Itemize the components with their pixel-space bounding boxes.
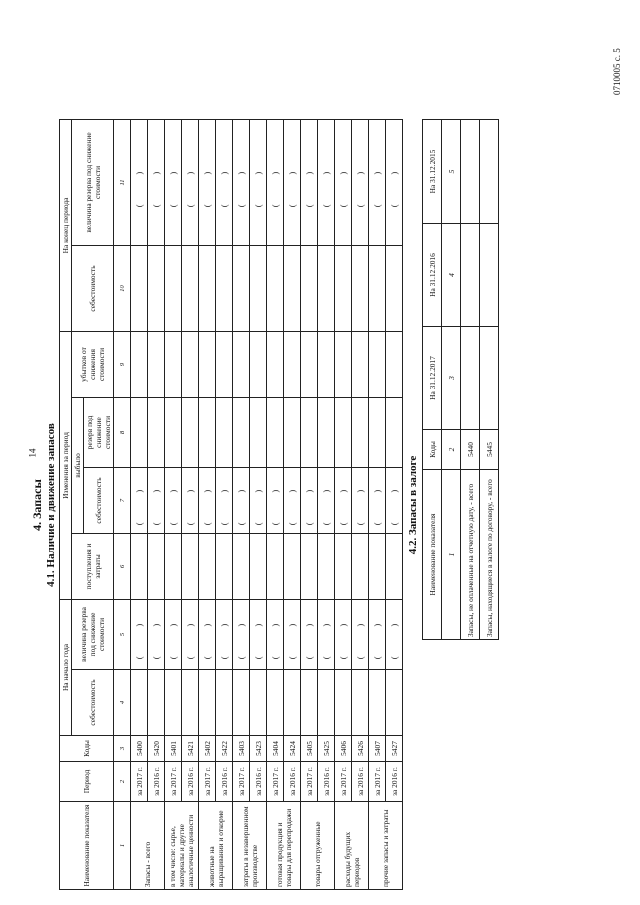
paren-cell: ( ) <box>216 467 233 533</box>
paren-cell: ( ) <box>386 599 403 669</box>
col-cost: себестоимость <box>72 670 114 736</box>
row-period: за 2017 г. <box>165 762 182 802</box>
index-row: 1 2 3 4 5 6 7 8 9 10 11 <box>114 119 131 889</box>
row-indicator: Запасы - всего <box>131 802 165 890</box>
paren-cell: ( ) <box>335 119 352 245</box>
paren-cell: ( ) <box>233 467 250 533</box>
row-code: 5420 <box>148 736 165 762</box>
row-code: 5403 <box>233 736 250 762</box>
row-indicator: Запасы, находящиеся в залоге по договору, - всего <box>480 470 499 640</box>
pledged-inventory-table <box>422 119 499 640</box>
col-end-reserve: величина резерва под снижение стоимости <box>72 119 114 245</box>
row-period: за 2016 г. <box>284 762 301 802</box>
paren-cell: ( ) <box>165 599 182 669</box>
inventory-rows <box>131 119 403 889</box>
row-indicator: в том числе: сырье, материалы и другие аналогичные ценности <box>165 802 199 890</box>
paren-cell: ( ) <box>335 599 352 669</box>
row-code: 5400 <box>131 736 148 762</box>
t2-col-indicator: Наименование показателя <box>423 470 442 640</box>
row-period: за 2017 г. <box>301 762 318 802</box>
row-code: 5402 <box>199 736 216 762</box>
row-code: 5404 <box>267 736 284 762</box>
table-row <box>131 119 148 889</box>
section-title: 4. Запасы <box>30 479 44 531</box>
paren-cell: ( ) <box>199 599 216 669</box>
row-period: за 2016 г. <box>352 762 369 802</box>
col-end-cost: себестоимость <box>72 245 114 331</box>
table-row <box>267 119 284 889</box>
row-indicator: расходы будущих периодов <box>335 802 369 890</box>
paren-cell: ( ) <box>318 599 335 669</box>
row-code: 5422 <box>216 736 233 762</box>
paren-cell: ( ) <box>352 467 369 533</box>
paren-cell: ( ) <box>284 467 301 533</box>
col-disposed-reserve: резерв под снижение стоимости <box>84 397 114 467</box>
row-code: 5445 <box>480 430 499 470</box>
page-number: 14 <box>27 448 38 458</box>
row-period: за 2016 г. <box>250 762 267 802</box>
row-period: за 2016 г. <box>216 762 233 802</box>
table-row <box>165 119 182 889</box>
group-disposed: выбыло <box>72 397 84 533</box>
row-code: 5407 <box>369 736 386 762</box>
row-indicator: животные на выращивании и откорме <box>199 802 233 890</box>
paren-cell: ( ) <box>233 119 250 245</box>
col-disposed-cost: себестоимость <box>84 467 114 533</box>
col-losses: убытков от снижения стоимости <box>72 331 114 397</box>
row-indicator: затраты в незавершенном производстве <box>233 802 267 890</box>
table-row <box>301 119 318 889</box>
paren-cell: ( ) <box>386 467 403 533</box>
paren-cell: ( ) <box>318 119 335 245</box>
table-row <box>318 119 335 889</box>
paren-cell: ( ) <box>369 467 386 533</box>
group-end: На конец периода <box>60 119 72 331</box>
paren-cell: ( ) <box>148 467 165 533</box>
paren-cell: ( ) <box>131 119 148 245</box>
paren-cell: ( ) <box>301 467 318 533</box>
row-period: за 2016 г. <box>148 762 165 802</box>
group-start: На начало года <box>60 599 72 735</box>
paren-cell: ( ) <box>131 599 148 669</box>
pledged-rows <box>461 120 499 640</box>
table-row <box>369 119 386 889</box>
col-code: Коды <box>60 736 114 762</box>
row-period: за 2017 г. <box>131 762 148 802</box>
paren-cell: ( ) <box>352 599 369 669</box>
row-indicator: готовая продукция и товары для перепродажи <box>267 802 301 890</box>
paren-cell: ( ) <box>182 467 199 533</box>
group-change: Изменения за период <box>60 331 72 599</box>
table-row <box>352 119 369 889</box>
paren-cell: ( ) <box>165 119 182 245</box>
table-row <box>480 120 499 640</box>
t2-col-2016: На 31.12.2016 <box>423 224 442 327</box>
row-code: 5423 <box>250 736 267 762</box>
col-indicator: Наименование показателя <box>60 802 114 890</box>
paren-cell: ( ) <box>335 467 352 533</box>
table1-title: 4.1. Наличие и движение запасов <box>45 423 57 587</box>
row-code: 5427 <box>386 736 403 762</box>
form-code: 0710005 с. 5 <box>612 48 622 95</box>
row-period: за 2017 г. <box>233 762 250 802</box>
col-reserve: величина резерва под снижение стоимости <box>72 599 114 669</box>
table-row <box>216 119 233 889</box>
table-row <box>182 119 199 889</box>
table-row <box>148 119 165 889</box>
row-code: 5424 <box>284 736 301 762</box>
paren-cell: ( ) <box>199 467 216 533</box>
t2-col-code: Коды <box>423 430 442 470</box>
paren-cell: ( ) <box>148 599 165 669</box>
row-code: 5405 <box>301 736 318 762</box>
paren-cell: ( ) <box>182 599 199 669</box>
table2-title: 4.2. Запасы в залоге <box>407 455 419 555</box>
row-code: 5440 <box>461 430 480 470</box>
paren-cell: ( ) <box>301 599 318 669</box>
paren-cell: ( ) <box>369 599 386 669</box>
row-indicator: товары отгруженные <box>301 802 335 890</box>
row-code: 5426 <box>352 736 369 762</box>
paren-cell: ( ) <box>267 599 284 669</box>
row-period: за 2017 г. <box>267 762 284 802</box>
t2-col-2017: На 31.12.2017 <box>423 327 442 430</box>
paren-cell: ( ) <box>216 119 233 245</box>
paren-cell: ( ) <box>165 467 182 533</box>
paren-cell: ( ) <box>250 119 267 245</box>
row-indicator: Запасы, не оплаченные на отчетную дату, - всего <box>461 470 480 640</box>
paren-cell: ( ) <box>301 119 318 245</box>
paren-cell: ( ) <box>250 599 267 669</box>
table-row <box>461 120 480 640</box>
table-row <box>335 119 352 889</box>
paren-cell: ( ) <box>250 467 267 533</box>
row-code: 5421 <box>182 736 199 762</box>
col-receipts: поступления и затраты <box>72 533 114 599</box>
paren-cell: ( ) <box>267 467 284 533</box>
table-row <box>199 119 216 889</box>
row-code: 5406 <box>335 736 352 762</box>
paren-cell: ( ) <box>318 467 335 533</box>
row-period: за 2016 г. <box>386 762 403 802</box>
paren-cell: ( ) <box>131 467 148 533</box>
paren-cell: ( ) <box>386 119 403 245</box>
row-period: за 2016 г. <box>182 762 199 802</box>
rotated-document <box>27 120 605 890</box>
row-code: 5401 <box>165 736 182 762</box>
paren-cell: ( ) <box>267 119 284 245</box>
row-period: за 2017 г. <box>335 762 352 802</box>
paren-cell: ( ) <box>216 599 233 669</box>
row-period: за 2017 г. <box>369 762 386 802</box>
col-period: Период <box>60 762 114 802</box>
t2-index-row: 1 2 3 4 5 <box>442 120 461 640</box>
t2-col-2015: На 31.12.2015 <box>423 120 442 224</box>
row-period: за 2016 г. <box>318 762 335 802</box>
paren-cell: ( ) <box>199 119 216 245</box>
paren-cell: ( ) <box>182 119 199 245</box>
paren-cell: ( ) <box>352 119 369 245</box>
table-row <box>284 119 301 889</box>
table-row <box>233 119 250 889</box>
table-row <box>386 119 403 889</box>
row-code: 5425 <box>318 736 335 762</box>
paren-cell: ( ) <box>233 599 250 669</box>
paren-cell: ( ) <box>284 599 301 669</box>
paren-cell: ( ) <box>284 119 301 245</box>
row-indicator: прочие запасы и затраты <box>369 802 403 890</box>
paren-cell: ( ) <box>369 119 386 245</box>
table-row <box>250 119 267 889</box>
paren-cell: ( ) <box>148 119 165 245</box>
inventory-movement-table <box>59 119 403 890</box>
row-period: за 2017 г. <box>199 762 216 802</box>
